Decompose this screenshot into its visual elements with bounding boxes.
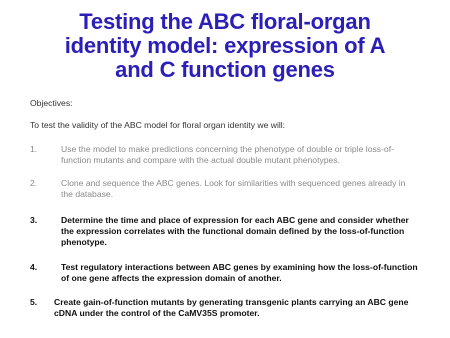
objective-item-4 — [30, 262, 430, 284]
objectives-label: Objectives: — [30, 98, 73, 108]
slide-title-line-3: and C function genes — [115, 57, 335, 82]
objective-number: 1. — [30, 144, 38, 154]
objective-line: of one gene affects the expression domain of another. — [61, 273, 282, 283]
objective-item-1 — [30, 144, 430, 166]
objective-line: Create gain-of-function mutants by generating transgenic plants carrying an ABC gene — [54, 297, 409, 307]
objective-line: Test regulatory interactions between ABC genes by examining how the loss-of-function — [61, 262, 418, 272]
objective-line: cDNA under the control of the CaMV35S promoter. — [54, 308, 260, 318]
objective-item-5 — [30, 297, 430, 319]
objective-line: phenotype. — [61, 237, 107, 247]
objective-line: Determine the time and place of expression for each ABC gene and consider whether — [61, 215, 409, 225]
objective-line: the database. — [61, 189, 114, 199]
objective-number: 4. — [30, 262, 38, 272]
slide-title-line-2: identity model: expression of A — [64, 33, 386, 58]
objective-item-3 — [30, 215, 430, 248]
objective-line: function mutants and compare with the actual double mutant phenotypes. — [61, 155, 340, 165]
objective-number: 2. — [30, 178, 38, 188]
objective-line: Use the model to make predictions concerning the phenotype of double or triple loss-of- — [61, 144, 394, 154]
intro-text: To test the validity of the ABC model for floral organ identity we will: — [30, 120, 286, 130]
objective-line: Clone and sequence the ABC genes. Look for similarities with sequenced genes already in — [61, 178, 406, 188]
slide-body — [30, 98, 430, 319]
slide-title-line-1: Testing the ABC floral-organ — [79, 9, 371, 34]
objective-line: the expression correlates with the functional domain defined by the loss-of-function — [61, 226, 405, 236]
objective-item-2 — [30, 178, 430, 200]
objective-number: 3. — [30, 215, 38, 225]
slide-title — [0, 10, 450, 82]
objective-number: 5. — [30, 297, 38, 307]
